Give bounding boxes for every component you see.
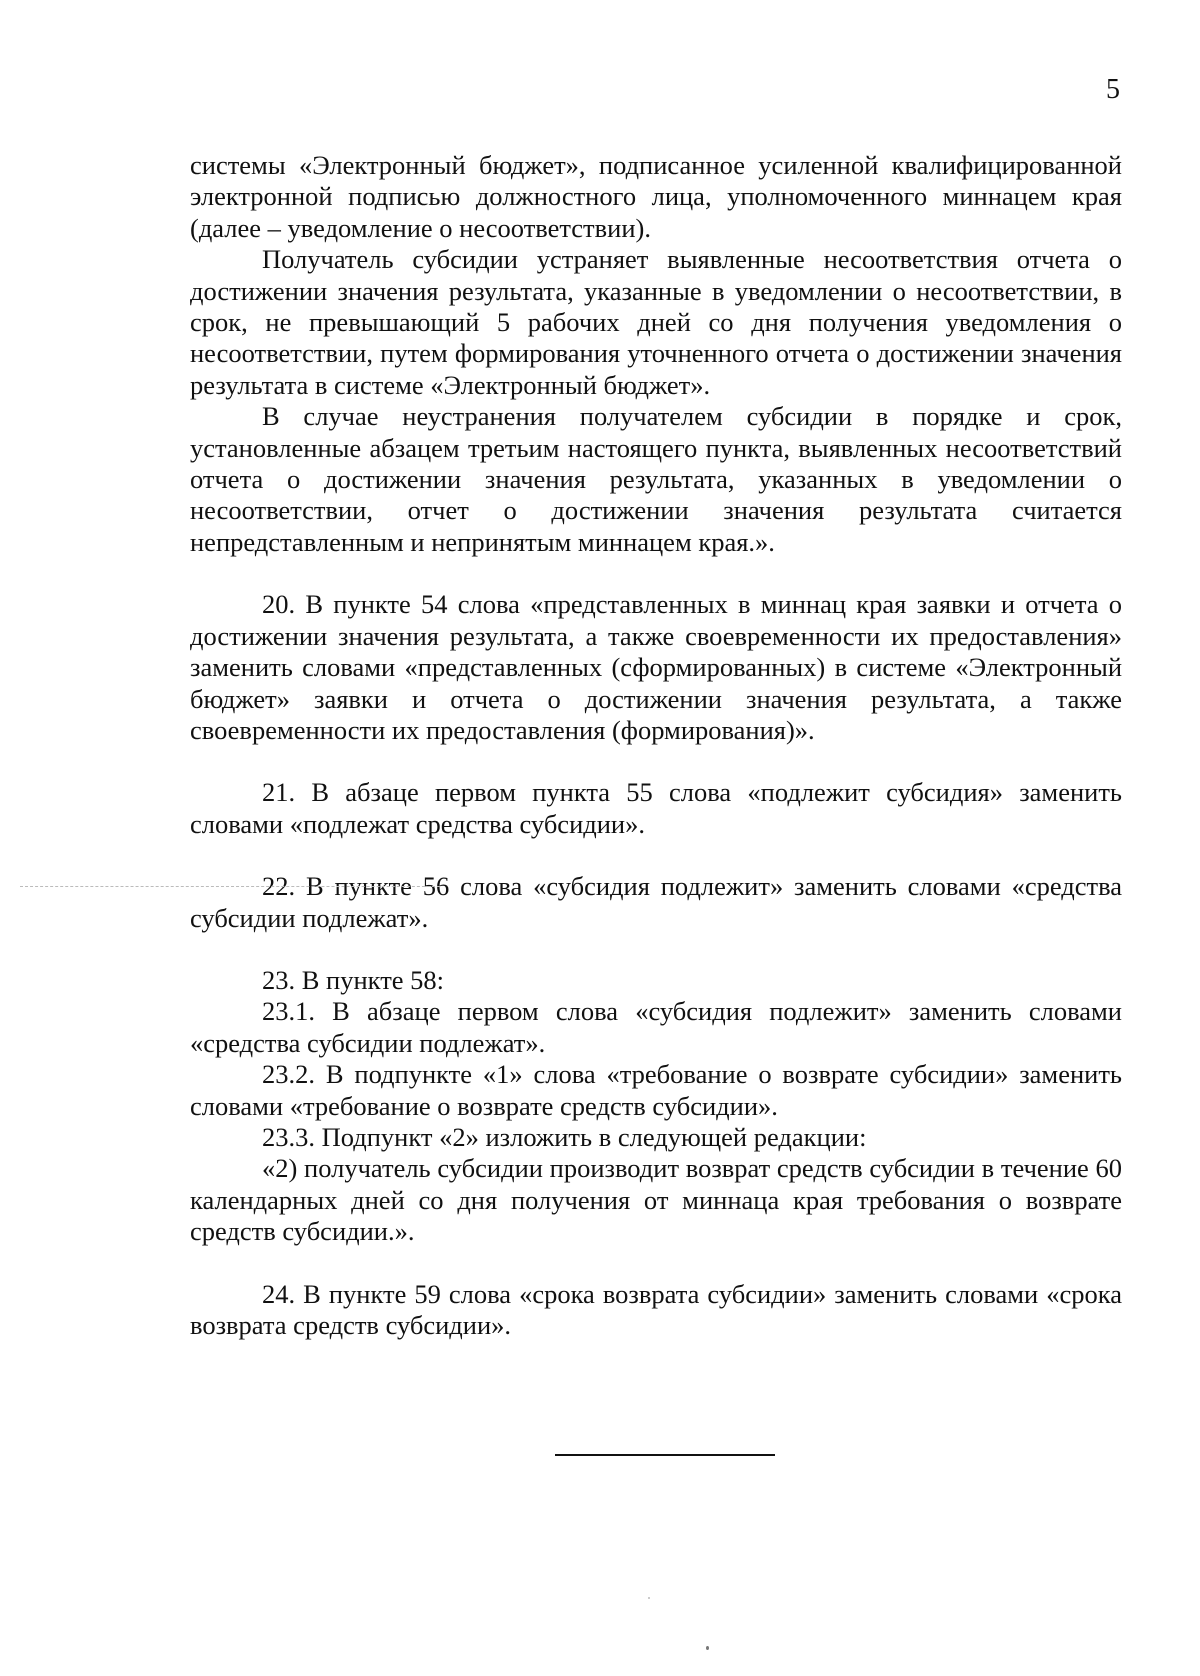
spacer xyxy=(190,1248,1122,1279)
item-23-3: 23.3. Подпункт «2» изложить в следующей редакции: xyxy=(262,1121,867,1152)
scan-artifact-line xyxy=(20,886,440,887)
page-number: 5 xyxy=(1106,74,1120,105)
item-23-2: 23.2. В подпункте «1» слова «требование о возврате субсидии» заменить словами «требование о возврате средств субсидии». xyxy=(190,1059,1122,1121)
item-23-3-text: «2) получатель субсидии производит возврат средств субсидии в течение 60 календарных дней со дня получения от миннаца края требования о возврате средств субсидии.». xyxy=(190,1153,1122,1247)
item-23: 23. В пункте 58: xyxy=(262,964,445,995)
scan-artifact-dot xyxy=(706,1646,709,1650)
item-22: 22. В пункте 56 слова «субсидия подлежит» заменить словами «средства субсидии подлежат». xyxy=(190,871,1122,933)
spacer xyxy=(190,934,1122,965)
item-21: 21. В абзаце первом пункта 55 слова «подлежит субсидия» заменить словами «подлежат средства субсидии». xyxy=(190,777,1122,839)
scan-artifact-dot xyxy=(648,1597,650,1599)
item-20: 20. В пункте 54 слова «представленных в миннац края заявки и отчета о достижении значения результата, а также своевременности их предоставления» заменить словами «представленных (сформированных) в системе «Электронный бюджет» заявки и отчета о достижении значения результата, а также своевременности их предоставления (формирования)». xyxy=(190,589,1122,745)
document-body xyxy=(190,150,1122,1341)
spacer xyxy=(190,558,1122,589)
item-23-1: 23.1. В абзаце первом слова «субсидия подлежит» заменить словами «средства субсидии подлежат». xyxy=(190,996,1122,1058)
spacer xyxy=(190,840,1122,871)
paragraph-recipient-corrects: Получатель субсидии устраняет выявленные несоответствия отчета о достижении значения результата, указанные в уведомлении о несоответствии, в срок, не превышающий 5 рабочих дней со дня получения уведомления о несоответствии, путем формирования уточненного отчета о достижении значения результата в системе «Электронный бюджет». xyxy=(190,244,1122,400)
paragraph-continuation: системы «Электронный бюджет», подписанное усиленной квалифицированной электронной подписью должностного лица, уполномоченного миннацем края (далее – уведомление о несоответствии). xyxy=(190,150,1122,243)
end-of-text-rule xyxy=(555,1454,775,1456)
paragraph-non-correction: В случае неустранения получателем субсидии в порядке и срок, установленные абзацем третьим настоящего пункта, выявленных несоответствий отчета о достижении значения результата, указанных в уведомлении о несоответствии, отчет о достижении значения результата считается непредставленным и непринятым миннацем края.». xyxy=(190,401,1122,557)
spacer xyxy=(190,746,1122,777)
item-24: 24. В пункте 59 слова «срока возврата субсидии» заменить словами «срока возврата средств субсидии». xyxy=(190,1278,1122,1340)
